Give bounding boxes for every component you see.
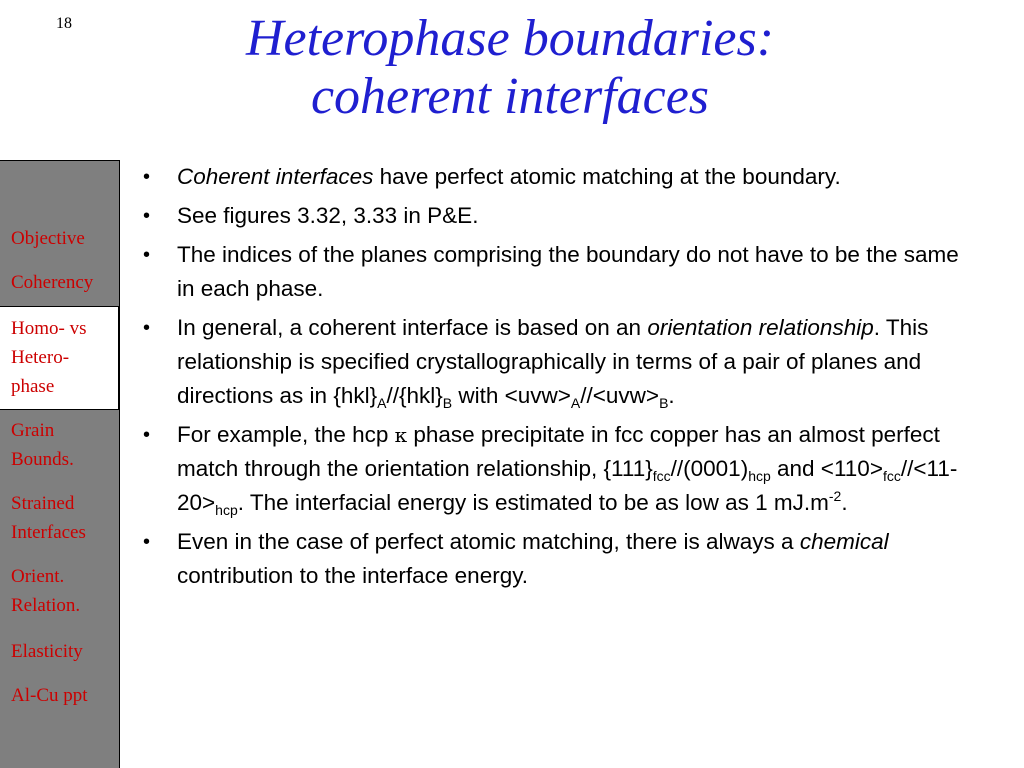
bullet-text: contribution to the interface energy.	[177, 563, 529, 588]
bullet-text: //<uvw>	[580, 383, 660, 408]
sidebar-item-objective[interactable]	[0, 224, 119, 253]
sidebar-item-strained-interfaces[interactable]	[0, 489, 119, 547]
bullet-item	[140, 160, 970, 194]
sidebar-item-label: Interfaces	[11, 522, 86, 543]
sidebar-item-label: Elasticity	[11, 641, 83, 662]
sidebar-item-label: Al-Cu ppt	[11, 685, 88, 706]
slide-title	[130, 10, 890, 126]
sidebar-item-label: Coherency	[11, 272, 94, 293]
bullet-dot-icon: •	[143, 166, 151, 188]
sidebar-item-label: Objective	[11, 228, 85, 249]
emphasis-text: Coherent interfaces	[177, 164, 374, 189]
sidebar-item-grain-bounds[interactable]	[0, 416, 119, 474]
sidebar-item-label: Orient.	[11, 566, 65, 587]
bullet-dot-icon: •	[143, 205, 151, 227]
bullet-item	[140, 199, 970, 233]
subscript: hcp	[748, 468, 771, 484]
sidebar-item-label: Grain	[11, 420, 55, 441]
sidebar-item-label: Hetero-	[11, 347, 70, 368]
bullet-text: . This relationship is specified crystallographically in terms of a pair of planes and directions as in {hkl}	[177, 315, 929, 408]
slide-number: 18	[56, 15, 72, 32]
bullet-dot-icon: •	[143, 244, 151, 266]
bullet-text: //{hkl}	[386, 383, 443, 408]
bullet-item	[140, 311, 970, 413]
subscript: B	[659, 395, 669, 411]
title-line-2: coherent interfaces	[310, 68, 710, 125]
bullet-text: .	[841, 490, 848, 515]
bullet-dot-icon: •	[143, 531, 151, 553]
bullet-text: Even in the case of perfect atomic matching, there is always a	[177, 529, 800, 554]
sidebar-item-elasticity[interactable]	[0, 637, 119, 666]
bullet-text: For example, the hcp	[177, 422, 395, 447]
bullet-text: and <110>	[770, 456, 883, 481]
bullet-text: //(0001)	[670, 456, 749, 481]
sidebar-item-label: Strained	[11, 493, 75, 514]
bullet-text: See figures 3.32, 3.33 in P&E.	[177, 203, 479, 228]
sidebar-nav	[0, 160, 120, 768]
title-line-1: Heterophase boundaries:	[245, 10, 775, 67]
subscript: fcc	[882, 468, 901, 484]
bullet-item	[140, 418, 970, 520]
sidebar-item-label: Relation.	[11, 595, 81, 616]
kappa-symbol: κ	[394, 423, 408, 447]
bullet-dot-icon: •	[143, 317, 151, 339]
subscript: B	[442, 395, 453, 411]
sidebar-item-label: Bounds.	[11, 449, 74, 470]
subscript: A	[377, 395, 387, 411]
bullet-text: In general, a coherent interface is based on an	[177, 315, 648, 340]
emphasis-text: chemical	[799, 529, 889, 554]
sidebar-item-label: phase	[11, 376, 55, 397]
bullet-text: //<11-20>	[177, 456, 958, 515]
emphasis-text: orientation relationship	[647, 315, 874, 340]
sidebar-item-coherency[interactable]	[0, 268, 119, 297]
bullet-item	[140, 238, 970, 306]
bullet-text: .	[668, 383, 675, 408]
bullet-text: phase precipitate in fcc copper has an almost perfect match through the orientation relationship, {111}	[177, 422, 940, 481]
superscript: -2	[828, 488, 842, 504]
sidebar-item-al-cu-ppt[interactable]	[0, 681, 119, 710]
subscript: A	[570, 395, 581, 411]
subscript: fcc	[652, 468, 671, 484]
bullet-text: The indices of the planes comprising the boundary do not have to be the same in each phase.	[177, 242, 959, 301]
subscript: hcp	[215, 502, 238, 518]
sidebar-item-homo-vs-hetero-phase[interactable]	[0, 306, 119, 410]
bullet-list	[140, 160, 970, 598]
sidebar-item-label: Homo- vs	[11, 318, 87, 339]
bullet-text: have perfect atomic matching at the boundary.	[373, 164, 841, 189]
sidebar-item-orient-relation[interactable]	[0, 562, 119, 620]
bullet-text: . The interfacial energy is estimated to be as low as 1 mJ.m	[237, 490, 829, 515]
bullet-item	[140, 525, 970, 593]
bullet-text: with <uvw>	[452, 383, 571, 408]
bullet-dot-icon: •	[143, 424, 151, 446]
